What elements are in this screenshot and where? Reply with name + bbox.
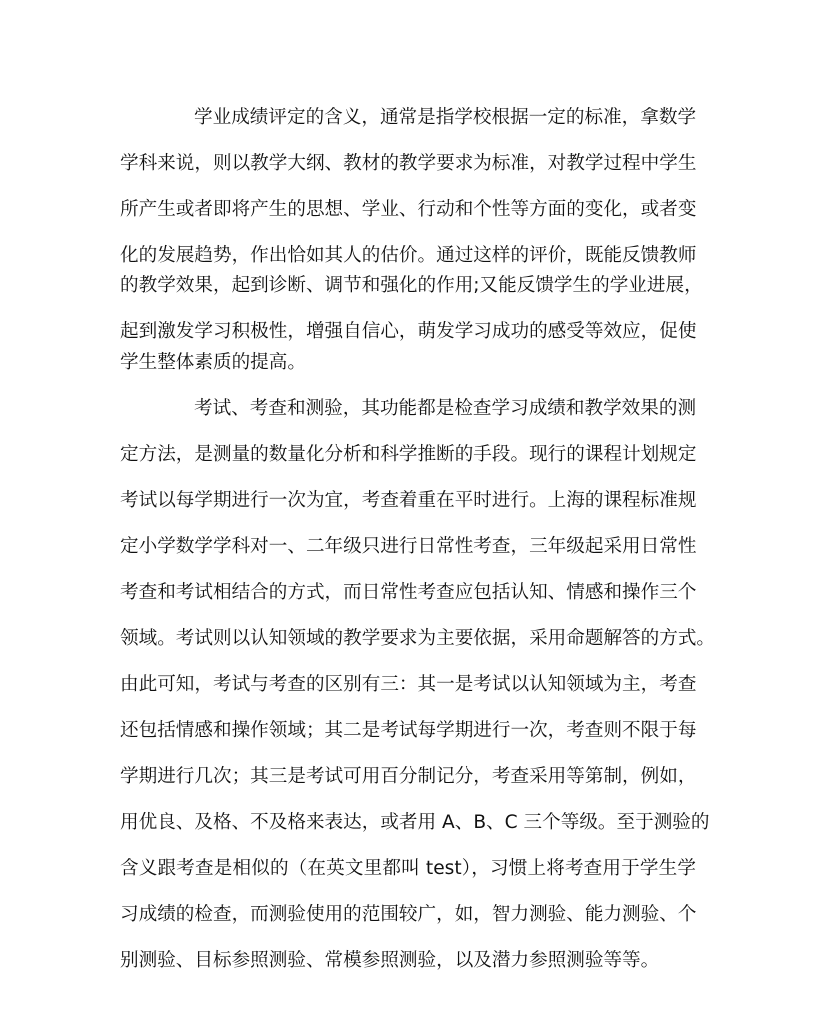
text-line: 学业成绩评定的含义，通常是指学校根据一定的标准，拿数学 [194, 107, 697, 128]
text-line: 起到激发学习积极性，增强自信心，萌发学习成功的感受等效应，促使 [120, 321, 697, 342]
text-line: 学科来说，则以教学大纲、教材的教学要求为标准，对教学过程中学生 [120, 153, 697, 174]
text-line: 学期进行几次；其三是考试可用百分制记分，考查采用等第制，例如， [120, 766, 697, 787]
text-line: 化的发展趋势，作出恰如其人的估价。通过这样的评价，既能反馈教师 [120, 245, 697, 266]
text-line: 考查和考试相结合的方式，而日常性考查应包括认知、情感和操作三个 [120, 582, 697, 603]
text-line: 领域。考试则以认知领域的教学要求为主要依据，采用命题解答的方式。 [120, 628, 716, 649]
document-page [120, 0, 716, 1021]
text-line: 考试以每学期进行一次为宜，考查着重在平时进行。上海的课程标准规 [120, 490, 697, 511]
text-line: 学生整体素质的提高。 [120, 352, 306, 373]
text-line: 定方法，是测量的数量化分析和科学推断的手段。现行的课程计划规定 [120, 444, 697, 465]
text-line: 所产生或者即将产生的思想、学业、行动和个性等方面的变化，或者变 [120, 199, 697, 220]
text-line: 考试、考查和测验，其功能都是检查学习成绩和教学效果的测 [194, 398, 697, 419]
text-line: 别测验、目标参照测验、常模参照测验，以及潜力参照测验等等。 [120, 950, 660, 971]
text-line: 的教学效果，起到诊断、调节和强化的作用;又能反馈学生的学业进展， [120, 275, 703, 296]
text-line: 习成绩的检查，而测验使用的范围较广，如，智力测验、能力测验、个 [120, 904, 697, 925]
text-line: 还包括情感和操作领域；其二是考试每学期进行一次，考查则不限于每 [120, 720, 697, 741]
text-line: 含义跟考查是相似的（在英文里都叫 test），习惯上将考查用于学生学 [120, 858, 696, 879]
text-line: 由此可知，考试与考查的区别有三：其一是考试以认知领域为主，考查 [120, 674, 697, 695]
text-line: 用优良、及格、不及格来表达，或者用 A、B、C 三个等级。至于测验的 [120, 812, 710, 833]
text-line: 定小学数学学科对一、二年级只进行日常性考查，三年级起采用日常性 [120, 536, 697, 557]
